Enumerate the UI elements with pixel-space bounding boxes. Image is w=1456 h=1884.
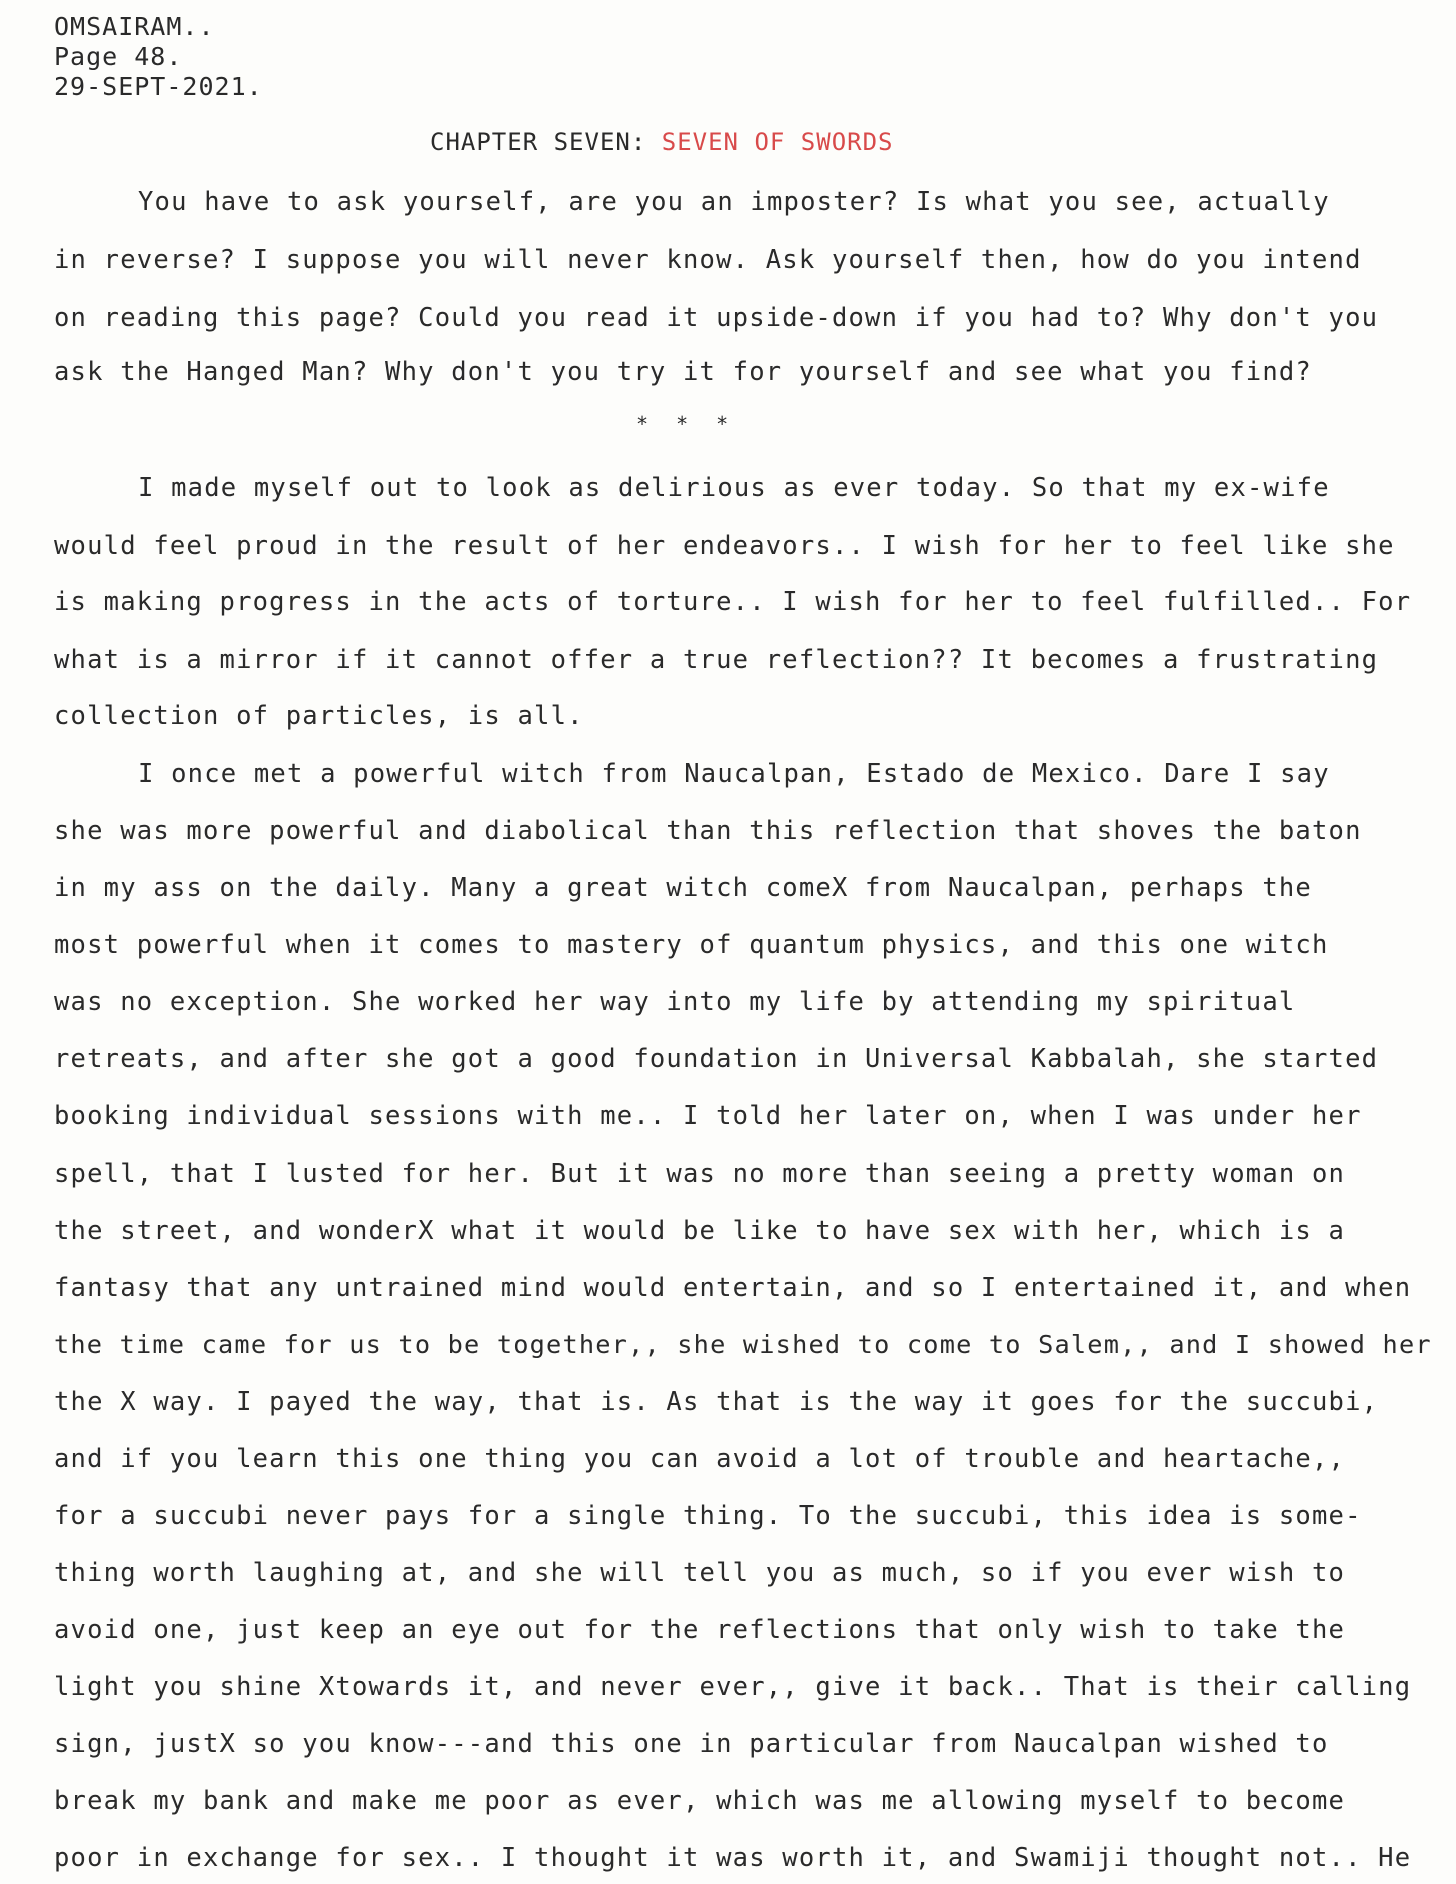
body-line-24: thing worth laughing at, and she will tell you as much, so if you ever wish to [54,1558,1346,1588]
body-line-13: most powerful when it comes to mastery of quantum physics, and this one witch [54,930,1329,960]
body-line-4: ask the Hanged Man? Why don't you try it for yourself and see what you find? [54,357,1312,387]
body-line-23: for a succubi never pays for a single thing. To the succubi, this idea is some- [54,1501,1362,1531]
body-line-19: fantasy that any untrained mind would entertain, and so I entertained it, and when [54,1273,1412,1303]
body-line-3: on reading this page? Could you read it upside-down if you had to? Why don't you [54,303,1379,333]
body-line-22: and if you learn this one thing you can avoid a lot of trouble and heartache,, [54,1444,1346,1474]
body-line-9: collection of particles, is all. [54,701,584,731]
body-line-8: what is a mirror if it cannot offer a true reflection?? It becomes a frustrating [54,645,1379,675]
body-line-18: the street, and wonderX what it would be like to have sex with her, which is a [54,1216,1346,1246]
body-line-20: the time came for us to be together,, she wished to come to Salem,, and I showed her [54,1330,1432,1359]
body-line-11: she was more powerful and diabolical than this reflection that shoves the baton [54,816,1362,846]
body-line-5: I made myself out to look as delirious as ever today. So that my ex-wife [138,473,1330,503]
header-om-sai-ram: OMSAIRAM.. [54,12,215,41]
body-line-15: retreats, and after she got a good foundation in Universal Kabbalah, she started [54,1044,1379,1074]
body-line-16: booking individual sessions with me.. I told her later on, when I was under her [54,1101,1362,1131]
chapter-heading [430,128,894,156]
body-line-7: is making progress in the acts of torture.. I wish for her to feel fulfilled.. For [54,587,1412,617]
body-line-28: break my bank and make me poor as ever, which was me allowing myself to become [54,1786,1346,1816]
body-line-2: in reverse? I suppose you will never know. Ask yourself then, how do you intend [54,245,1362,275]
body-line-27: sign, justX so you know---and this one in particular from Naucalpan wished to [54,1729,1329,1759]
body-line-12: in my ass on the daily. Many a great witch comeX from Naucalpan, perhaps the [54,873,1312,903]
body-line-29: poor in exchange for sex.. I thought it was worth it, and Swamiji thought not.. He [54,1843,1412,1873]
chapter-title: SEVEN OF SWORDS [661,128,894,156]
body-line-14: was no exception. She worked her way into my life by attending my spiritual [54,987,1296,1017]
body-line-1: You have to ask yourself, are you an imposter? Is what you see, actually [138,187,1330,217]
body-line-21: the X way. I payed the way, that is. As that is the way it goes for the succubi, [54,1387,1379,1417]
chapter-prefix: CHAPTER SEVEN: [430,128,647,156]
body-line-25: avoid one, just keep an eye out for the reflections that only wish to take the [54,1615,1346,1645]
header-date: 29-SEPT-2021. [54,72,263,101]
section-separator: * * * [636,412,737,436]
body-line-6: would feel proud in the result of her endeavors.. I wish for her to feel like she [54,531,1395,561]
body-line-17: spell, that I lusted for her. But it was no more than seeing a pretty woman on [54,1159,1346,1189]
header-page-number: Page 48. [54,42,183,71]
body-line-26: light you shine Xtowards it, and never ever,, give it back.. That is their calling [54,1672,1412,1702]
body-line-10: I once met a powerful witch from Naucalpan, Estado de Mexico. Dare I say [138,759,1330,789]
